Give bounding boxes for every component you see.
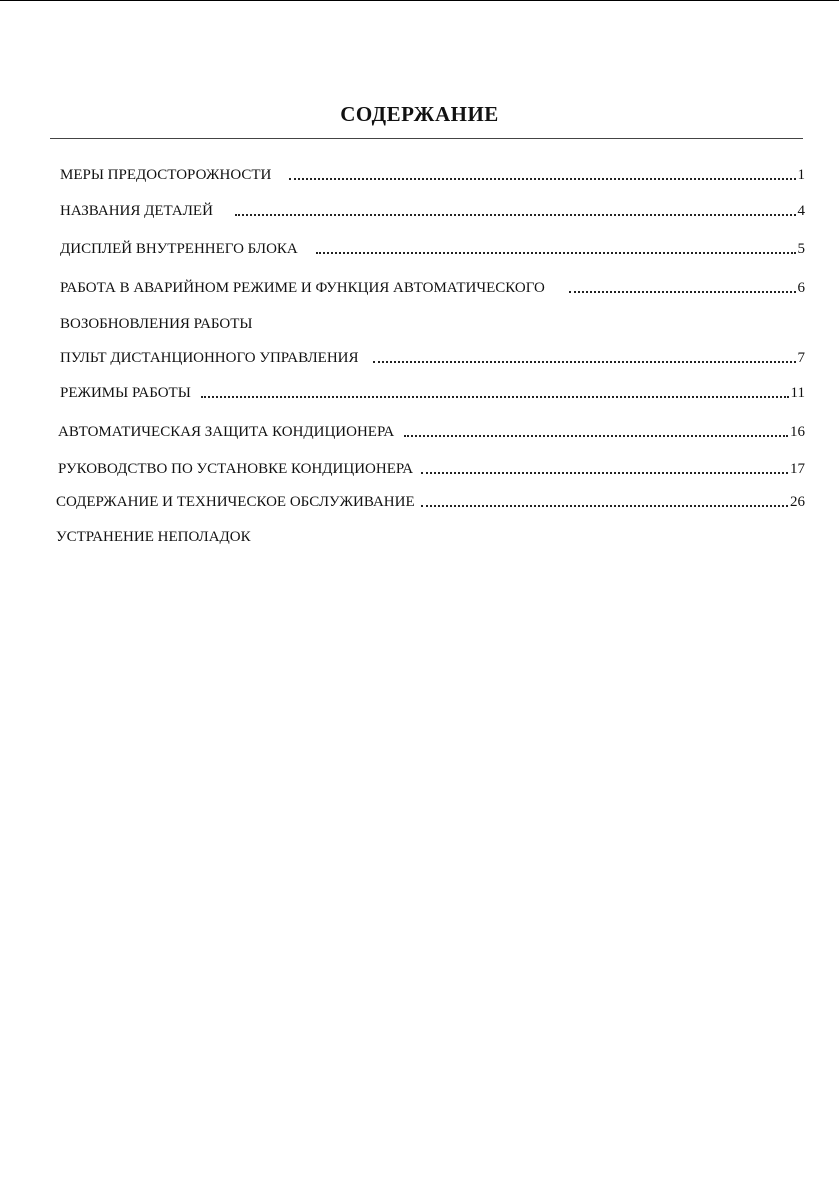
toc-entry[interactable] <box>58 417 805 441</box>
toc-entry[interactable] <box>60 196 805 220</box>
toc-entry-label: СОДЕРЖАНИЕ И ТЕХНИЧЕСКОЕ ОБСЛУЖИВАНИЕ <box>56 494 415 510</box>
toc-dot-leader <box>421 505 788 507</box>
toc-dot-leader <box>421 472 788 474</box>
toc-dot-leader <box>289 178 795 180</box>
toc-entry[interactable] <box>60 273 805 297</box>
toc-page-number: 17 <box>790 461 805 477</box>
toc-page-number: 6 <box>797 280 805 296</box>
toc-entry[interactable] <box>58 454 805 478</box>
toc-page-number: 16 <box>790 424 805 440</box>
toc-entry[interactable] <box>60 343 805 367</box>
toc-page-number: 5 <box>797 241 805 257</box>
toc-entry-label: РУКОВОДСТВО ПО УСТАНОВКЕ КОНДИЦИОНЕРА <box>58 461 414 477</box>
toc-dot-leader <box>569 291 796 293</box>
toc-entry-label: АВТОМАТИЧЕСКАЯ ЗАЩИТА КОНДИЦИОНЕРА <box>58 424 395 440</box>
toc-dot-leader <box>373 361 796 363</box>
toc-entry[interactable] <box>60 160 805 184</box>
toc-entry-label: РЕЖИМЫ РАБОТЫ <box>60 385 191 401</box>
toc-entry[interactable] <box>60 378 805 402</box>
toc-page-number: 26 <box>790 494 805 510</box>
toc-page-number: 7 <box>797 350 805 366</box>
toc-entry[interactable] <box>56 522 805 546</box>
toc-entry-label: НАЗВАНИЯ ДЕТАЛЕЙ <box>60 203 213 219</box>
toc-dot-leader <box>316 252 796 254</box>
toc-entry-label: ПУЛЬТ ДИСТАНЦИОННОГО УПРАВЛЕНИЯ <box>60 350 359 366</box>
toc-page-number: 1 <box>797 167 805 183</box>
toc-dot-leader <box>404 435 788 437</box>
page-title: СОДЕРЖАНИЕ <box>340 102 499 126</box>
toc-dot-leader <box>201 396 789 398</box>
toc-entry[interactable] <box>60 234 805 258</box>
page-top-rule <box>0 0 839 1</box>
toc-entry-label: РАБОТА В АВАРИЙНОМ РЕЖИМЕ И ФУНКЦИЯ АВТОМАТИЧЕСКОГО <box>60 280 545 296</box>
toc-entry[interactable] <box>56 487 805 511</box>
toc-dot-leader <box>235 214 796 216</box>
toc-entry-label: МЕРЫ ПРЕДОСТОРОЖНОСТИ <box>60 167 272 183</box>
title-divider <box>50 138 803 139</box>
toc-entry[interactable] <box>60 309 805 333</box>
toc-page-number: 4 <box>797 203 805 219</box>
toc-entry-label: ВОЗОБНОВЛЕНИЯ РАБОТЫ <box>60 316 253 332</box>
toc-entry-label: УСТРАНЕНИЕ НЕПОЛАДОК <box>56 529 251 545</box>
toc-page-number: 11 <box>790 385 805 401</box>
toc-entry-label: ДИСПЛЕЙ ВНУТРЕННЕГО БЛОКА <box>60 241 298 257</box>
